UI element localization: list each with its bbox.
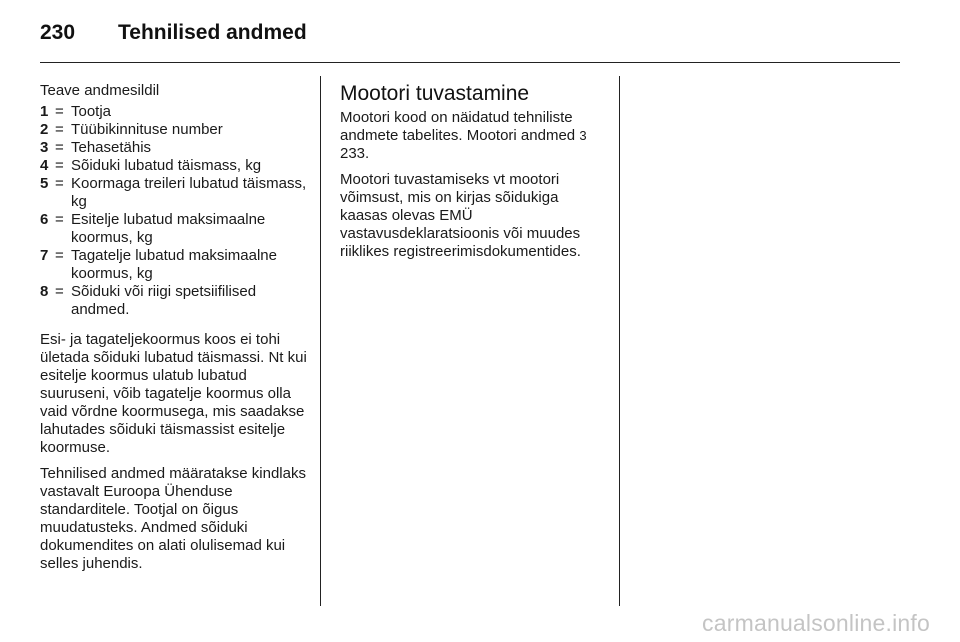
legend-equals: = [55,247,64,264]
legend-item [40,283,310,319]
plate-legend-list [40,103,310,319]
legend-number: 1 [40,103,49,120]
legend-number: 2 [40,121,49,138]
legend-text: Tüübikinnituse number [71,121,223,138]
legend-equals: = [55,211,64,228]
legend-item [40,139,310,157]
legend-item [40,211,310,247]
legend-text: Tootja [71,103,112,120]
legend-item [40,121,310,139]
legend-equals: = [55,157,64,174]
page-header [40,18,307,48]
legend-equals: = [55,175,64,192]
legend-equals: = [55,103,64,120]
column-divider-right [619,76,620,606]
legend-text: Tehasetähis [71,139,152,156]
legend-number: 4 [40,157,49,174]
legend-item [40,247,310,283]
engine-code-paragraph [340,109,610,163]
left-column [40,82,310,581]
column-divider-left [320,76,321,606]
legend-item [40,103,310,121]
engine-id-paragraph: Mootori tuvastamiseks vt mootori võimsust, mis on kirjas sõidukiga kaasas olevas EMÜ vastavusdeklaratsioonis või muudes riiklikes registreerimisdokumentides. [340,171,581,260]
legend-text: Esitelje lubatud maksimaalne koormus, kg [71,211,266,246]
legend-number: 8 [40,283,49,300]
legend-number: 5 [40,175,49,192]
page-reference-link[interactable]: 233. [340,145,370,162]
legend-text: Sõiduki lubatud täismass, kg [71,157,262,174]
header-rule [40,62,900,63]
legend-equals: = [55,139,64,156]
axle-load-paragraph: Esi- ja tagateljekoormus koos ei tohi ületada sõiduki lubatud täismassi. Nt kui esitelje koormus ulatub lubatud suuruseni, võib tagatelje koormus olla vaid võrdne koormusega, mis saadakse lahutades sõiduki täismassist esitelje koormuse. [40,331,307,456]
section-title: Mootori tuvastamine [340,82,530,105]
legend-item [40,175,310,211]
page-title: Tehnilised andmed [118,21,307,44]
legend-text: Sõiduki või riigi spetsiifilised andmed. [71,283,257,318]
legend-number: 3 [40,139,49,156]
middle-column [340,82,610,269]
legend-equals: = [55,121,64,138]
legend-text: Koormaga treileri lubatud täismass, kg [71,175,307,210]
legend-item [40,157,310,175]
legend-number: 6 [40,211,49,228]
engine-code-text: Mootori kood on näidatud tehniliste andmete tabelites. Mootori andmed [340,109,576,144]
legend-equals: = [55,283,64,300]
legend-title: Teave andmesildil [40,82,160,99]
page-reference-icon: 3 [579,128,587,143]
page-number: 230 [40,21,76,44]
standards-paragraph: Tehnilised andmed määratakse kindlaks vastavalt Euroopa Ühenduse standarditele. Tootjal on õigus muudatusteks. Andmed sõiduki dokumendites on alati olulisemad kui selles juhendis. [40,465,306,572]
legend-number: 7 [40,247,49,264]
legend-text: Tagatelje lubatud maksimaalne koormus, kg [71,247,277,282]
watermark: carmanualsonline.info [702,610,930,636]
